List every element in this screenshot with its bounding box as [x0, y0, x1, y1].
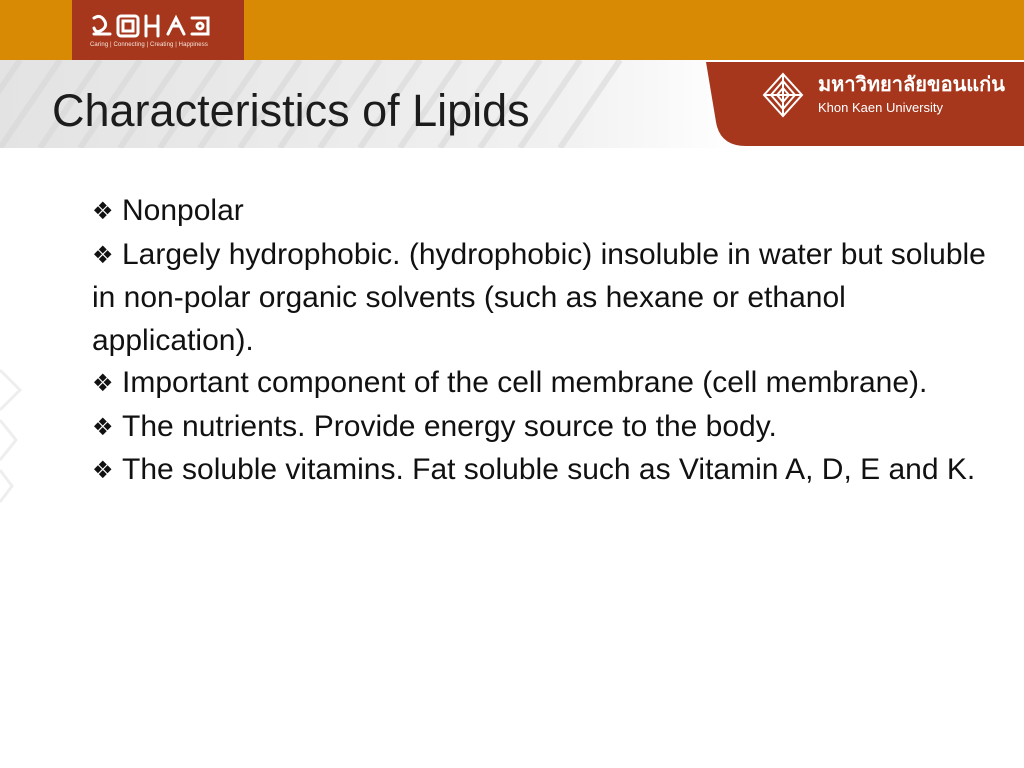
bullet-list: [92, 190, 992, 493]
bullet-text: Nonpolar: [122, 194, 244, 227]
kku-logo: [72, 0, 244, 60]
diamond-bullet-icon: ❖: [92, 370, 114, 397]
bullet-text: Largely hydrophobic. (hydrophobic) insoluble in water but soluble in non-polar organic solvents (such as hexane or ethanol application).: [92, 237, 986, 357]
bullet-text: The nutrients. Provide energy source to the body.: [122, 409, 777, 443]
kku-emblem-icon: [760, 72, 806, 118]
bullet-item: [92, 234, 992, 363]
logo-tagline: Caring | Connecting | Creating | Happiness: [90, 42, 208, 48]
university-name-thai: มหาวิทยาลัยขอนแก่น: [818, 74, 1005, 96]
side-watermark-decoration: [0, 350, 26, 510]
diamond-bullet-icon: ❖: [92, 413, 114, 441]
bullet-item: [92, 406, 992, 450]
bullet-item: [92, 362, 992, 406]
diamond-bullet-icon: ❖: [92, 457, 114, 484]
bullet-item: [92, 190, 992, 234]
diamond-bullet-icon: ❖: [92, 198, 114, 225]
slide-title: Characteristics of Lipids: [52, 85, 530, 136]
bullet-text: The soluble vitamins. Fat soluble such as Vitamin A, D, E and K.: [122, 453, 976, 486]
logo-glyphs-icon: [90, 12, 214, 40]
bullet-item: [92, 449, 992, 493]
university-name-english: Khon Kaen University: [818, 100, 944, 115]
bullet-text: Important component of the cell membrane (cell membrane).: [122, 366, 928, 399]
diamond-bullet-icon: ❖: [92, 241, 114, 269]
